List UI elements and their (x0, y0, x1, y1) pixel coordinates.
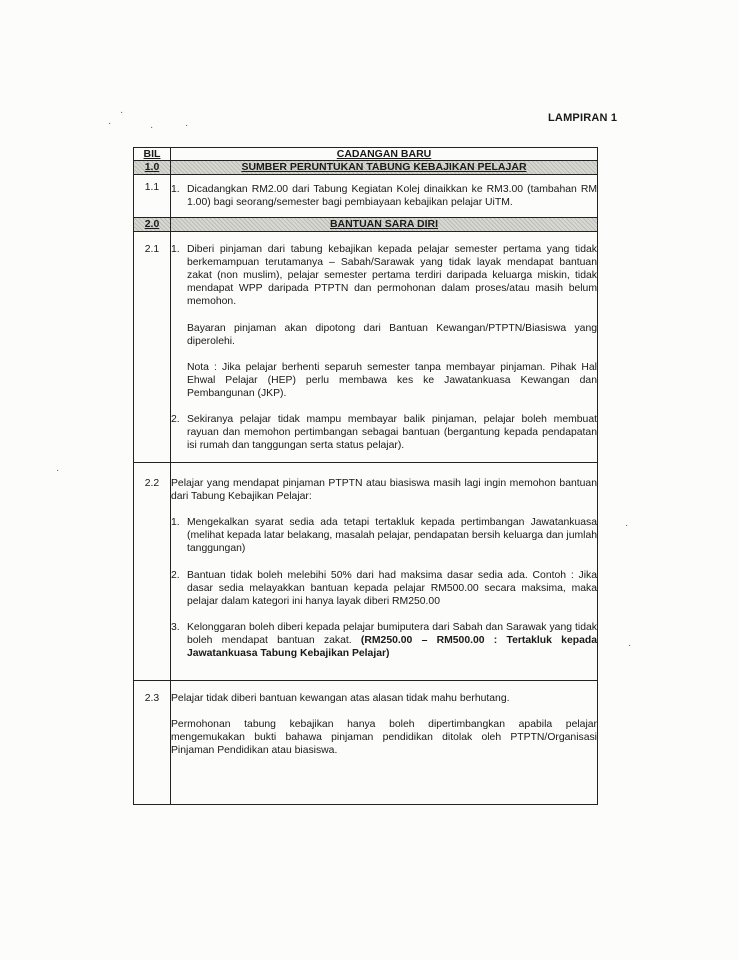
col-cadangan-header: CADANGAN BARU (171, 148, 598, 161)
row-number: 2.2 (134, 463, 171, 681)
list-item (171, 516, 597, 555)
item-text: Sekiranya pelajar tidak mampu membayar balik pinjaman, pelajar boleh membuat rayuan dan memohon pertimbangan sebagai bantuan (bergantung kepada pendapatan isi rumah dan tanggungan serta status pelajar). (187, 414, 597, 452)
list-item (171, 569, 597, 608)
scan-speck: · (56, 465, 60, 476)
item-text: Kelonggaran boleh diberi kepada pelajar bumiputera dari Sabah dan Sarawak yang tidak boleh mendapat bantuan zakat. (187, 621, 597, 646)
scan-speck: · (628, 640, 632, 651)
list-item (171, 183, 597, 209)
scan-speck: · (108, 118, 112, 129)
item-number: 1. (171, 184, 180, 195)
item-text: Dicadangkan RM2.00 dari Tabung Kegiatan Kolej dinaikkan ke RM3.00 (tambahan RM 1.00) bagi seorang/semester bagi pembiayaan kebajikan pelajar UiTM. (187, 184, 597, 209)
proposal-table (133, 147, 598, 805)
section-title: BANTUAN SARA DIRI (329, 218, 439, 230)
item-text: Bantuan tidak boleh melebihi 50% dari had maksima dasar sedia ada. Contoh : Jika dasar sedia melayakkan bantuan kepada pelajar RM500.00 secara maksima, maka pelajar dalam kategori ini hanya layak diberi RM250.00 (187, 569, 597, 607)
section-number: 1.0 (144, 161, 160, 173)
row-paragraph: Pelajar tidak diberi bantuan kewangan atas alasan tidak mahu berhutang. (171, 693, 510, 704)
list-item (171, 413, 597, 452)
section-band-1 (134, 161, 598, 175)
section-band-2 (134, 218, 598, 232)
scan-speck: · (150, 122, 154, 133)
item-note: Nota : Jika pelajar berhenti separuh semester tanpa membayar pinjaman. Pihak Hal Ehwal Pelajar (HEP) perlu membawa kes ke Jawatankuasa Kewangan dan Pembangunan (JKP). (187, 361, 597, 399)
section-number: 2.0 (144, 218, 160, 230)
table-row-1-1 (134, 175, 598, 218)
row-paragraph: Permohonan tabung kebajikan hanya boleh dipertimbangkan apabila pelajar mengemukakan bukti bahawa pinjaman pendidikan ditolak oleh PTPTN/Organisasi Pinjaman Pendidikan atau biasiswa. (171, 719, 597, 757)
lampiran-label: LAMPIRAN 1 (548, 112, 618, 124)
scan-speck: · (625, 520, 629, 531)
scan-speck: · (120, 107, 124, 118)
row-intro: Pelajar yang mendapat pinjaman PTPTN atau biasiswa masih lagi ingin memohon bantuan dari Tabung Kebajikan Pelajar: (171, 478, 597, 503)
item-number: 3. (171, 621, 180, 633)
table-header-row (134, 148, 598, 161)
col-bil-header: BIL (134, 148, 171, 161)
table-row-2-3 (134, 681, 598, 805)
list-item (171, 621, 597, 660)
item-number: 2. (171, 414, 180, 426)
row-number: 1.1 (134, 175, 171, 218)
item-text: Mengekalkan syarat sedia ada tetapi tertakluk kepada pertimbangan Jawatankuasa (melihat kepada latar belakang, masalah pelajar, pendapatan bersih keluarga dan jumlah tanggungan) (187, 517, 597, 555)
table-row-2-2 (134, 463, 598, 681)
list-item (171, 243, 597, 400)
section-title: SUMBER PERUNTUKAN TABUNG KEBAJIKAN PELAJAR (241, 161, 527, 173)
row-number: 2.1 (134, 232, 171, 463)
item-number: 1. (171, 244, 180, 255)
table-row-2-1 (134, 232, 598, 463)
item-number: 1. (171, 517, 180, 529)
item-text: Diberi pinjaman dari tabung kebajikan kepada pelajar semester pertama yang tidak berkemampuan terutamanya – Sabah/Sarawak yang tidak layak mendapat bantuan zakat (non muslim), pelajar semester pertama terdiri daripada keluarga miskin, tidak mendapat WPP daripada PTPTN dan permohonan dalam proses/atau masih belum memohon. (187, 244, 597, 308)
scan-speck: · (185, 120, 189, 131)
item-paragraph: Bayaran pinjaman akan dipotong dari Bantuan Kewangan/PTPTN/Biasiswa yang diperolehi. (187, 322, 597, 347)
item-number: 2. (171, 569, 180, 581)
item-bold-text: (RM250.00 – RM500.00 : Tertakluk kepada Jawatankuasa Tabung Kebajikan Pelajar) (187, 634, 597, 660)
row-number: 2.3 (134, 681, 171, 805)
